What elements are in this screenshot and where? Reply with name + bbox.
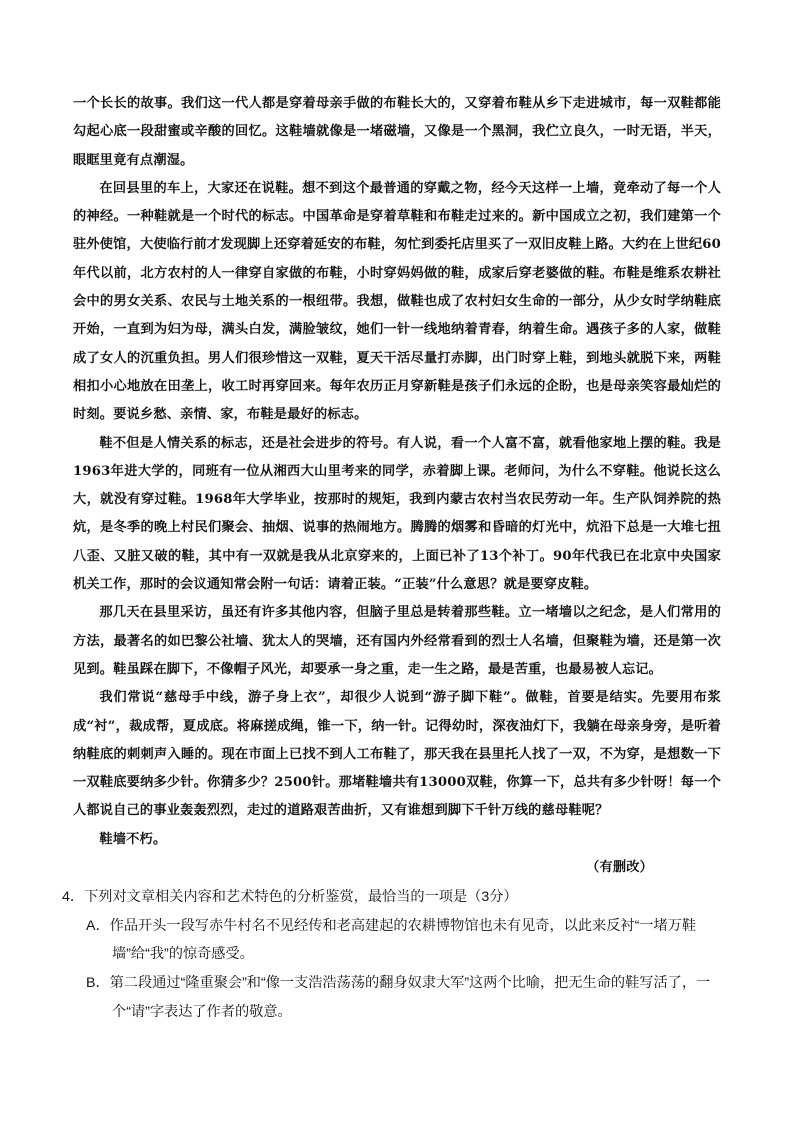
article-paragraph-5: 我们常说“慈母手中线，游子身上衣”，却很少人说到“游子脚下鞋”。做鞋，首要是结实。先要用布浆成“衬”，裁成帮，夏成底。将麻搓成绳，锥一下，纳一针。记得幼时，深夜油灯下，我躺在母亲身旁，是听着纳鞋底的刺刺声入睡的。现在市面上已找不到人工布鞋了，那天我在县里托人找了一双，不为穿，是想数一下一双鞋底要纳多少针。你猜多少？2500针。那堵鞋墙共有13000双鞋，你算一下，总共有多少针呀！每一个人都说自己的事业轰轰烈烈，走过的道路艰苦曲折，又有谁想到脚下千针万线的慈母鞋呢？	[73, 690, 721, 819]
question-4-stem: 4．下列对文章相关内容和艺术特色的分析鉴赏，最恰当的一项是（3分）	[62, 889, 518, 905]
article-paragraph-6: 鞋墙不朽。	[99, 831, 167, 847]
question-block	[62, 883, 726, 1027]
article-body	[73, 90, 721, 882]
article-paragraph-3: 鞋不但是人情关系的标志，还是社会进步的符号。有人说，看一个人富不富，就看他家地上摆的鞋。我是1963年进大学的，同班有一位从湘西大山里考来的同学，赤着脚上课。老师问，为什么不穿鞋。他说长这么大，就没有穿过鞋。1968年大学毕业，按那时的规矩，我到内蒙古农村当农民劳动一年。生产队饲养院的热炕，是冬季的晚上村民们聚会、抽烟、说事的热闹地方。腾腾的烟雾和昏暗的灯光中，炕沿下总是一大堆七扭八歪、又脏又破的鞋，其中有一双就是我从北京穿来的，上面已补了13个补丁。90年代我已在北京中央国家机关工作，那时的会议通知常会附一句话：请着正装。“正装”什么意思？就是要穿皮鞋。	[73, 435, 721, 593]
question-4-option-a: A．作品开头一段写赤牛村名不见经传和老高建起的农耕博物馆也未有见奇，以此来反衬“一堵万鞋墙”给“我”的惊奇感受。	[86, 917, 697, 963]
article-paragraph-2: 在回县里的车上，大家还在说鞋。想不到这个最普通的穿戴之物，经今天这样一上墙，竟牵动了每一个人的神经。一种鞋就是一个时代的标志。中国革命是穿着草鞋和布鞋走过来的。新中国成立之初，我们建第一个驻外使馆，大使临行前才发现脚上还穿着延安的布鞋，匆忙到委托店里买了一双旧皮鞋上路。大约在上世纪60年代以前，北方农村的人一律穿自家做的布鞋，小时穿妈妈做的鞋，成家后穿老婆做的鞋。布鞋是维系农耕社会中的男女关系、农民与土地关系的一根纽带。我想，做鞋也成了农村妇女生命的一部分，从少女时学纳鞋底开始，一直到为妇为母，满头白发，满脸皱纹，她们一针一线地纳着青春，纳着生命。遇孩子多的人家，做鞋成了女人的沉重负担。男人们很珍惜这一双鞋，夏天干活尽量打赤脚，出门时穿上鞋，到地头就脱下来，两鞋相扣小心地放在田垄上，收工时再穿回来。每年农历正月穿新鞋是孩子们永远的企盼，也是母亲笑容最灿烂的时刻。要说乡愁、亲情、家，布鞋是最好的标志。	[73, 180, 721, 423]
article-paragraph-1: 一个长长的故事。我们这一代人都是穿着母亲手做的布鞋长大的，又穿着布鞋从乡下走进城市，每一双鞋都能勾起心底一段甜蜜或辛酸的回忆。这鞋墙就像是一堵磁墙，又像是一个黑洞，我伫立良久，一时无语，半天，眼眶里竟有点潮湿。	[73, 96, 721, 168]
source-note: （有删改）	[586, 860, 653, 876]
question-4-option-b: B．第二段通过“隆重聚会”和“像一支浩浩荡荡的翻身奴隶大军”这两个比喻，把无生命的鞋写活了，一个“请”字表达了作者的敬意。	[86, 975, 711, 1020]
article-paragraph-4: 那几天在县里采访，虽还有许多其他内容，但脑子里总是转着那些鞋。立一堵墙以之纪念，是人们常用的方法，最著名的如巴黎公社墙、犹太人的哭墙，还有国内外经常看到的烈士人名墙，但聚鞋为墙，还是第一次见到。鞋虽踩在脚下，不像帽子风光，却要承一身之重，走一生之路，最是苦重，也最易被人忘记。	[73, 605, 721, 677]
